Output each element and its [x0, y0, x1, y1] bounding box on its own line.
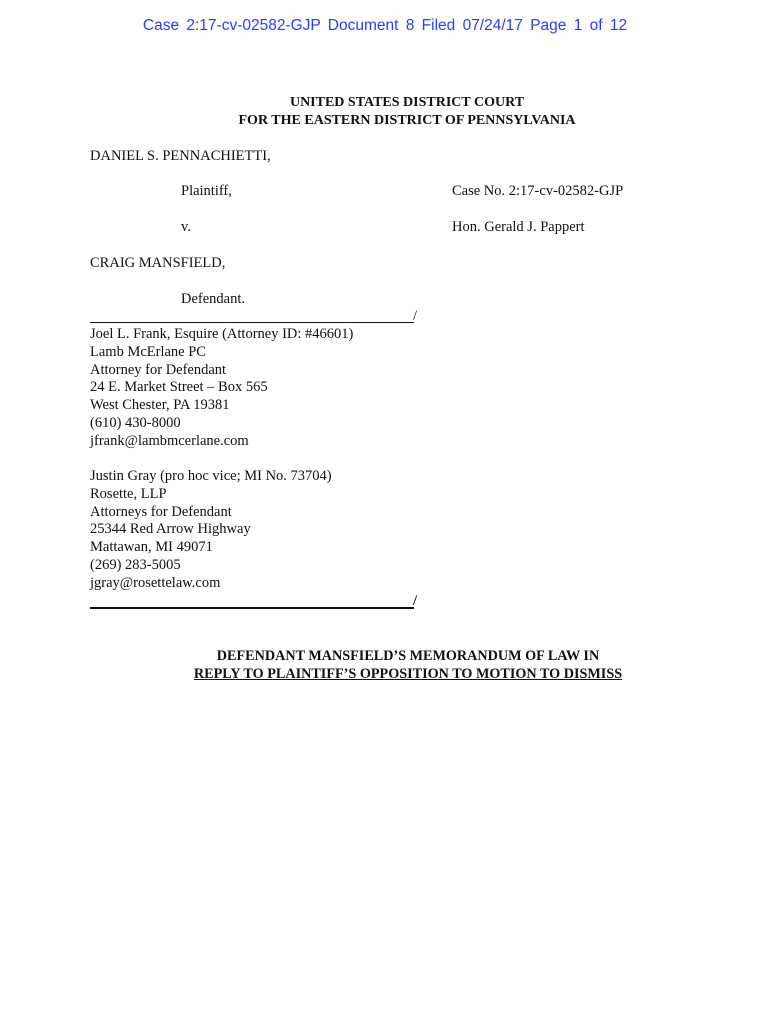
case-number: Case No. 2:17-cv-02582-GJP	[452, 183, 624, 199]
memorandum-title	[0, 647, 770, 683]
judge-name: Hon. Gerald J. Pappert	[452, 219, 585, 235]
counsel-line: Rosette, LLP	[90, 485, 167, 502]
counsel-line: Lamb McErlane PC	[90, 343, 206, 360]
counsel-line: 25344 Red Arrow Highway	[90, 521, 251, 538]
ecf-filing-header: Case 2:17-cv-02582-GJP Document 8 Filed 07/24/17 Page 1 of 12	[142, 17, 628, 34]
court-title	[0, 94, 770, 130]
caption-slash-bottom: /	[413, 593, 418, 609]
counsel-line: Joel L. Frank, Esquire (Attorney ID: #46601)	[90, 326, 354, 342]
defendant-role: Defendant.	[181, 291, 246, 307]
counsel-line: jgray@rosettelaw.com	[90, 574, 221, 591]
plaintiff-name: DANIEL S. PENNACHIETTI,	[90, 148, 271, 164]
versus: v.	[181, 219, 191, 235]
counsel-line: 24 E. Market Street – Box 565	[90, 379, 268, 396]
court-title-line-1: UNITED STATES DISTRICT COURT	[289, 95, 525, 110]
counsel-line: West Chester, PA 19381	[90, 397, 230, 414]
caption-divider-top	[90, 322, 414, 323]
plaintiff-role: Plaintiff,	[181, 183, 232, 199]
memorandum-title-line-2: REPLY TO PLAINTIFF’S OPPOSITION TO MOTION TO DISMISS	[193, 666, 623, 682]
caption-slash-top: /	[413, 308, 418, 324]
memorandum-title-line-1: DEFENDANT MANSFIELD’S MEMORANDUM OF LAW IN	[216, 648, 600, 664]
counsel-line: Mattawan, MI 49071	[90, 539, 213, 556]
counsel-block-frank	[90, 326, 353, 451]
counsel-line: (610) 430-8000	[90, 414, 181, 431]
caption-divider-bottom	[90, 607, 414, 609]
counsel-line: jfrank@lambmcerlane.com	[90, 432, 249, 449]
counsel-block-gray	[90, 468, 332, 593]
counsel-line: Attorneys for Defendant	[90, 503, 232, 520]
defendant-name: CRAIG MANSFIELD,	[90, 255, 226, 271]
counsel-line: Attorney for Defendant	[90, 361, 227, 378]
counsel-line: (269) 283-5005	[90, 556, 181, 573]
counsel-line: Justin Gray (pro hoc vice; MI No. 73704)	[90, 468, 332, 484]
court-title-line-2: FOR THE EASTERN DISTRICT OF PENNSYLVANIA	[238, 113, 576, 128]
